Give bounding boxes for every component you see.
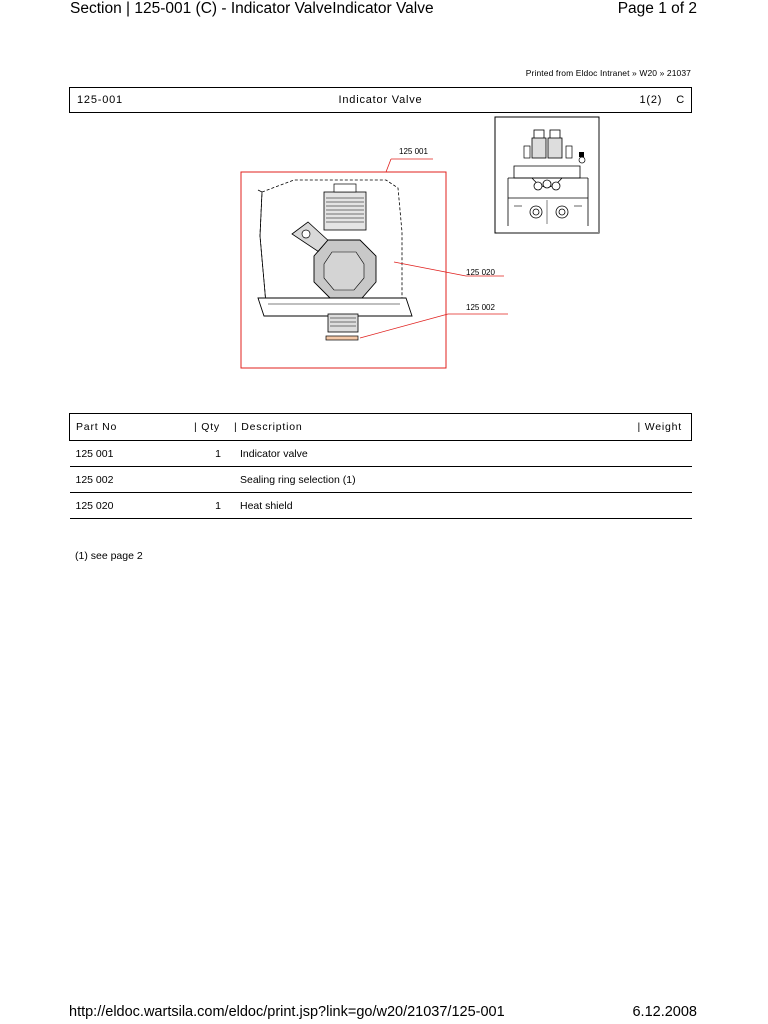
description-text: Sealing ring selection (1) — [240, 473, 356, 486]
section-revision — [625, 94, 685, 106]
part-no: 125 002 — [70, 467, 195, 493]
callout-125-002: 125 002 — [466, 303, 495, 312]
weight — [592, 441, 692, 467]
section-title: Indicator Valve — [338, 94, 423, 106]
parts-table — [69, 413, 692, 519]
sealing-ring — [326, 336, 358, 340]
table-row — [70, 493, 692, 519]
callout-125-020: 125 020 — [466, 268, 495, 277]
description — [234, 441, 592, 467]
part-no: 125 001 — [70, 441, 195, 467]
qty: 1 — [194, 441, 234, 467]
revision-letter: C — [676, 94, 685, 106]
qty — [194, 467, 234, 493]
footer-url[interactable]: http://eldoc.wartsila.com/eldoc/print.jsp?link=go/w20/21037/125-001 — [69, 1004, 505, 1020]
col-qty: | Qty — [194, 414, 234, 441]
part-no: 125 020 — [70, 493, 195, 519]
printed-from-note: Printed from Eldoc Intranet » W20 » 21037 — [525, 68, 691, 78]
section-header-box — [69, 87, 692, 113]
description — [234, 467, 592, 493]
description — [234, 493, 592, 519]
col-part-no: Part No — [70, 414, 195, 441]
callout-125-001: 125 001 — [399, 147, 428, 156]
description-text: Heat shield — [240, 499, 293, 512]
page-number: Page 1 of 2 — [617, 0, 697, 17]
table-header-row — [70, 414, 692, 441]
table-row — [70, 467, 692, 493]
table-row — [70, 441, 692, 467]
sheet-number: 1(2) — [639, 94, 663, 106]
page-header-title: Section | 125-001 (C) - Indicator ValveIndicator Valve — [70, 0, 434, 17]
footnote: (1) see page 2 — [75, 550, 143, 562]
col-weight: | Weight — [592, 414, 692, 441]
qty: 1 — [194, 493, 234, 519]
indicator-valve-drawing — [236, 140, 526, 374]
weight — [592, 493, 692, 519]
description-text: Indicator valve — [240, 447, 308, 460]
weight — [592, 467, 692, 493]
section-number: 125-001 — [77, 94, 123, 106]
footer-date: 6.12.2008 — [632, 1004, 697, 1020]
col-description: | Description — [234, 414, 592, 441]
